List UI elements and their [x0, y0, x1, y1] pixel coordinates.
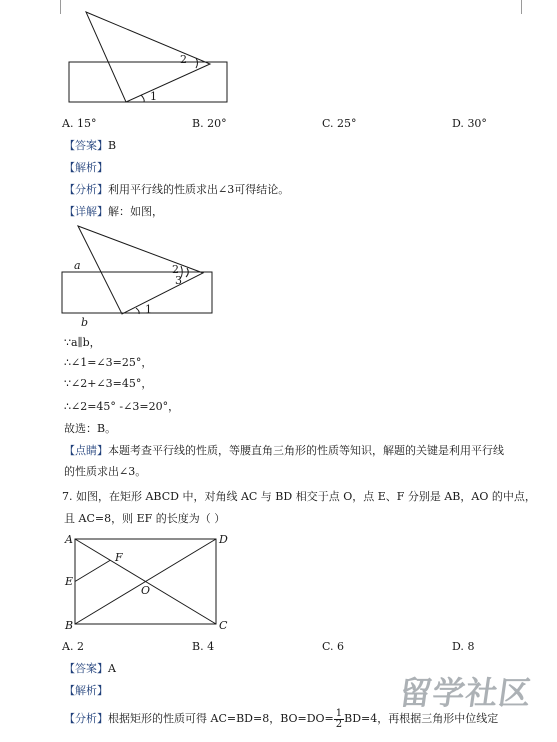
fig1-label-1: 1 [150, 90, 157, 103]
fig2-label-a: a [74, 259, 81, 272]
watermark-logo: 留学社区 [397, 674, 535, 712]
figure-3-rectangle-abcd [0, 530, 557, 640]
fig3-segment-ef [75, 560, 110, 581]
q6-step-1: ∵a∥b， [64, 336, 101, 349]
fig2-label-3: 3 [175, 274, 182, 287]
fig1-rectangle [69, 62, 227, 102]
fig3-label-b: B [65, 619, 74, 632]
q6-step-4: ∴∠2=45° -∠3=20°， [64, 400, 180, 413]
q7-option-d: D. 8 [452, 640, 475, 653]
q6-xiangjie: 【详解】解：如图， [64, 205, 163, 218]
q6-option-a: A. 15° [62, 117, 97, 130]
fig2-triangle [78, 226, 203, 314]
figure-2-parallel-lines [0, 222, 557, 332]
q7-question-line2: 且 AC=8，则 EF 的长度为（ ） [64, 512, 226, 525]
q6-dianjing-line2: 的性质求出∠3。 [64, 465, 147, 478]
fig3-label-e: E [65, 575, 74, 588]
q6-step-2: ∴∠1=∠3=25°， [64, 356, 153, 369]
q6-jiexi: 【解析】 [64, 161, 108, 174]
q6-step-5: 故选：B。 [64, 422, 117, 435]
fig2-label-1: 1 [145, 303, 152, 316]
fig1-angle1-arc [141, 95, 144, 102]
fraction-one-half: $\frac{1}{2}$ [335, 707, 343, 730]
fig2-label-2: 2 [172, 263, 179, 276]
q7-answer: 【答案】A [64, 662, 116, 675]
q7-jiexi: 【解析】 [64, 684, 108, 697]
fig3-label-f: F [115, 551, 123, 564]
fig2-label-b: b [81, 316, 89, 329]
q6-dianjing-line1: 【点睛】本题考查平行线的性质，等腰直角三角形的性质等知识，解题的关键是利用平行线 [64, 444, 504, 457]
q6-option-c: C. 25° [322, 117, 357, 130]
fig3-label-d: D [219, 533, 228, 546]
q6-step-3: ∵∠2+∠3=45°， [64, 377, 153, 390]
q7-option-b: B. 4 [192, 640, 215, 653]
q6-fenxi: 【分析】利用平行线的性质求出∠3可得结论。 [64, 183, 290, 196]
q7-option-a: A. 2 [62, 640, 84, 653]
fig3-label-c: C [219, 619, 228, 632]
fig1-triangle [86, 12, 210, 102]
q6-option-b: B. 20° [192, 117, 227, 130]
q7-question-line1: 7. 如图，在矩形 ABCD 中，对角线 AC 与 BD 相交于点 O，点 E、F 分别是 AB，AO 的中点， [62, 490, 536, 503]
q6-answer: 【答案】B [64, 139, 117, 152]
q7-fenxi: 【分析】根据矩形的性质可得 AC=BD=8，BO=DO= $\frac{1}{2}$ BD=4，再根据三角形中位线定 [64, 707, 499, 730]
fig3-label-o: O [141, 584, 151, 597]
fig1-label-2: 2 [180, 53, 187, 66]
fig3-label-a: A [65, 533, 73, 546]
figure-1-triangle-rectangle [0, 0, 557, 110]
q6-option-d: D. 30° [452, 117, 487, 130]
q7-option-c: C. 6 [322, 640, 345, 653]
fig1-angle2-arc [196, 58, 198, 68]
